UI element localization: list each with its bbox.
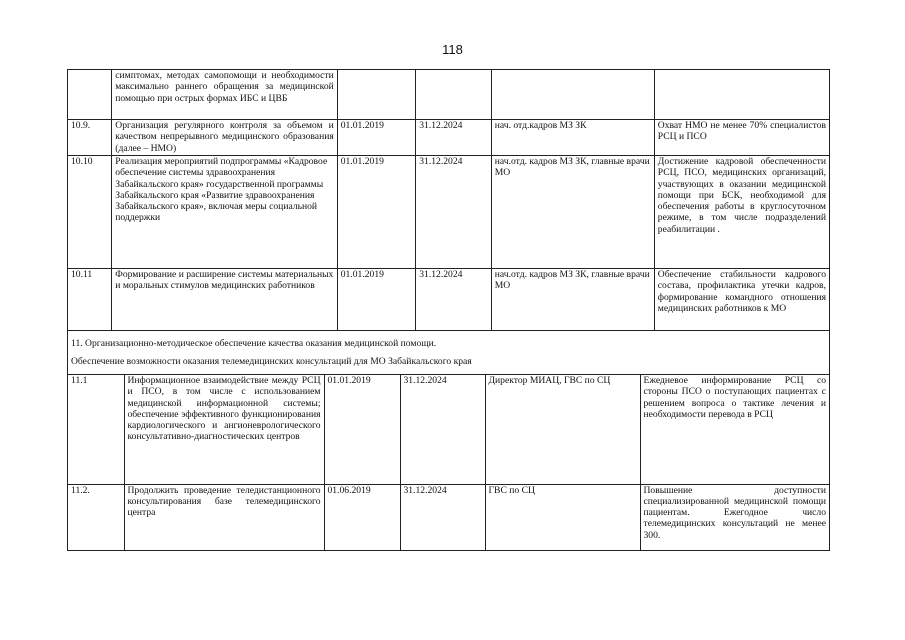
end-date: 31.12.2024	[416, 156, 491, 269]
start-date: 01.06.2019	[324, 484, 400, 550]
responsible: Директор МИАЦ, ГВС по СЦ	[485, 375, 640, 484]
table-row	[68, 156, 830, 269]
table-row-11-1	[68, 375, 829, 484]
measure-name: Информационное взаимодействие между РСЦ и ПСО, в том числе с использованием медицинской информационной системы; обеспечение эффективного функционирования кардиологического и ангионеврологического консультативно-диагностических центров	[124, 375, 324, 484]
measure-name: Формирование и расширение системы материальных и моральных стимулов медицинских работников	[112, 269, 337, 331]
table-row	[68, 70, 830, 120]
row-number: 11.1	[68, 375, 124, 484]
expected-result: Повышение доступности специализированной медицинской помощи пациентам. Ежегодное число телемедицинских консультаций не менее 300.	[640, 484, 829, 550]
row-number	[68, 70, 112, 120]
table-row	[68, 269, 830, 331]
responsible: нач.отд. кадров МЗ ЗК, главные врачи МО	[491, 269, 654, 331]
expected-result: Ежедневое информирование РСЦ со стороны ПСО о поступающих пациентах с решением вопроса о тактике лечения и необходимости перевода в РСЦ	[640, 375, 829, 484]
start-date: 01.01.2019	[337, 269, 416, 331]
table-row-11-2	[68, 484, 829, 550]
start-date: 01.01.2019	[337, 120, 416, 156]
table-row	[68, 375, 830, 551]
measure-name: Реализация мероприятий подпрограммы «Кадровое обеспечение системы здравоохранения Забайкальского края» государственной программы Забайкальского края «Развитие здравоохранения Забайкальского края», включая меры социальной поддержки	[112, 156, 337, 269]
expected-result: Обеспечение стабильности кадрового состава, профилактика утечки кадров, формирование командного отношения медицинских работников к МО	[654, 269, 829, 331]
section-title: 11. Организационно-методическое обеспечение качества оказания медицинской помощи.	[71, 338, 437, 349]
start-date: 01.01.2019	[337, 156, 416, 269]
plan-table	[67, 69, 830, 551]
expected-result: Достижение кадровой обеспеченности РСЦ, ПСО, медицинских организаций, участвующих в оказании медицинской помощи при БСК, необходимой для обеспечения работы в круглосуточном режиме, в том числе подразделений реабилитации .	[654, 156, 829, 269]
expected-result	[654, 70, 829, 120]
end-date: 31.12.2024	[400, 484, 485, 550]
expected-result: Охват НМО не менее 70% специалистов РСЦ и ПСО	[654, 120, 829, 156]
responsible: нач.отд. кадров МЗ ЗК, главные врачи МО	[491, 156, 654, 269]
end-date: 31.12.2024	[416, 120, 491, 156]
responsible: нач. отд.кадров МЗ ЗК	[491, 120, 654, 156]
measure-name: симптомах, методах самопомощи и необходимости максимально раннего обращения за медицинской помощью при острых формах ИБС и ЦВБ	[112, 70, 337, 120]
page-number: 118	[442, 42, 463, 57]
section-subtitle: Обеспечение возможности оказания телемедицинских консультаций для МО Забайкальского края	[71, 356, 472, 368]
responsible	[491, 70, 654, 120]
end-date: 31.12.2024	[416, 269, 491, 331]
end-date: 31.12.2024	[400, 375, 485, 484]
measure-name: Организация регулярного контроля за объемом и качеством непрерывного медицинского образования (далее – НМО)	[112, 120, 337, 156]
start-date: 01.01.2019	[324, 375, 400, 484]
responsible: ГВС по СЦ	[485, 484, 640, 550]
section-header-row	[68, 331, 830, 375]
row-number: 11.2.	[68, 484, 124, 550]
measure-name: Продолжить проведение теледистанционного консультирования базе телемедицинского центра	[124, 484, 324, 550]
row-number: 10.9.	[68, 120, 112, 156]
table-row	[68, 120, 830, 156]
start-date	[337, 70, 416, 120]
row-number: 10.11	[68, 269, 112, 331]
row-number: 10.10	[68, 156, 112, 269]
end-date	[416, 70, 491, 120]
